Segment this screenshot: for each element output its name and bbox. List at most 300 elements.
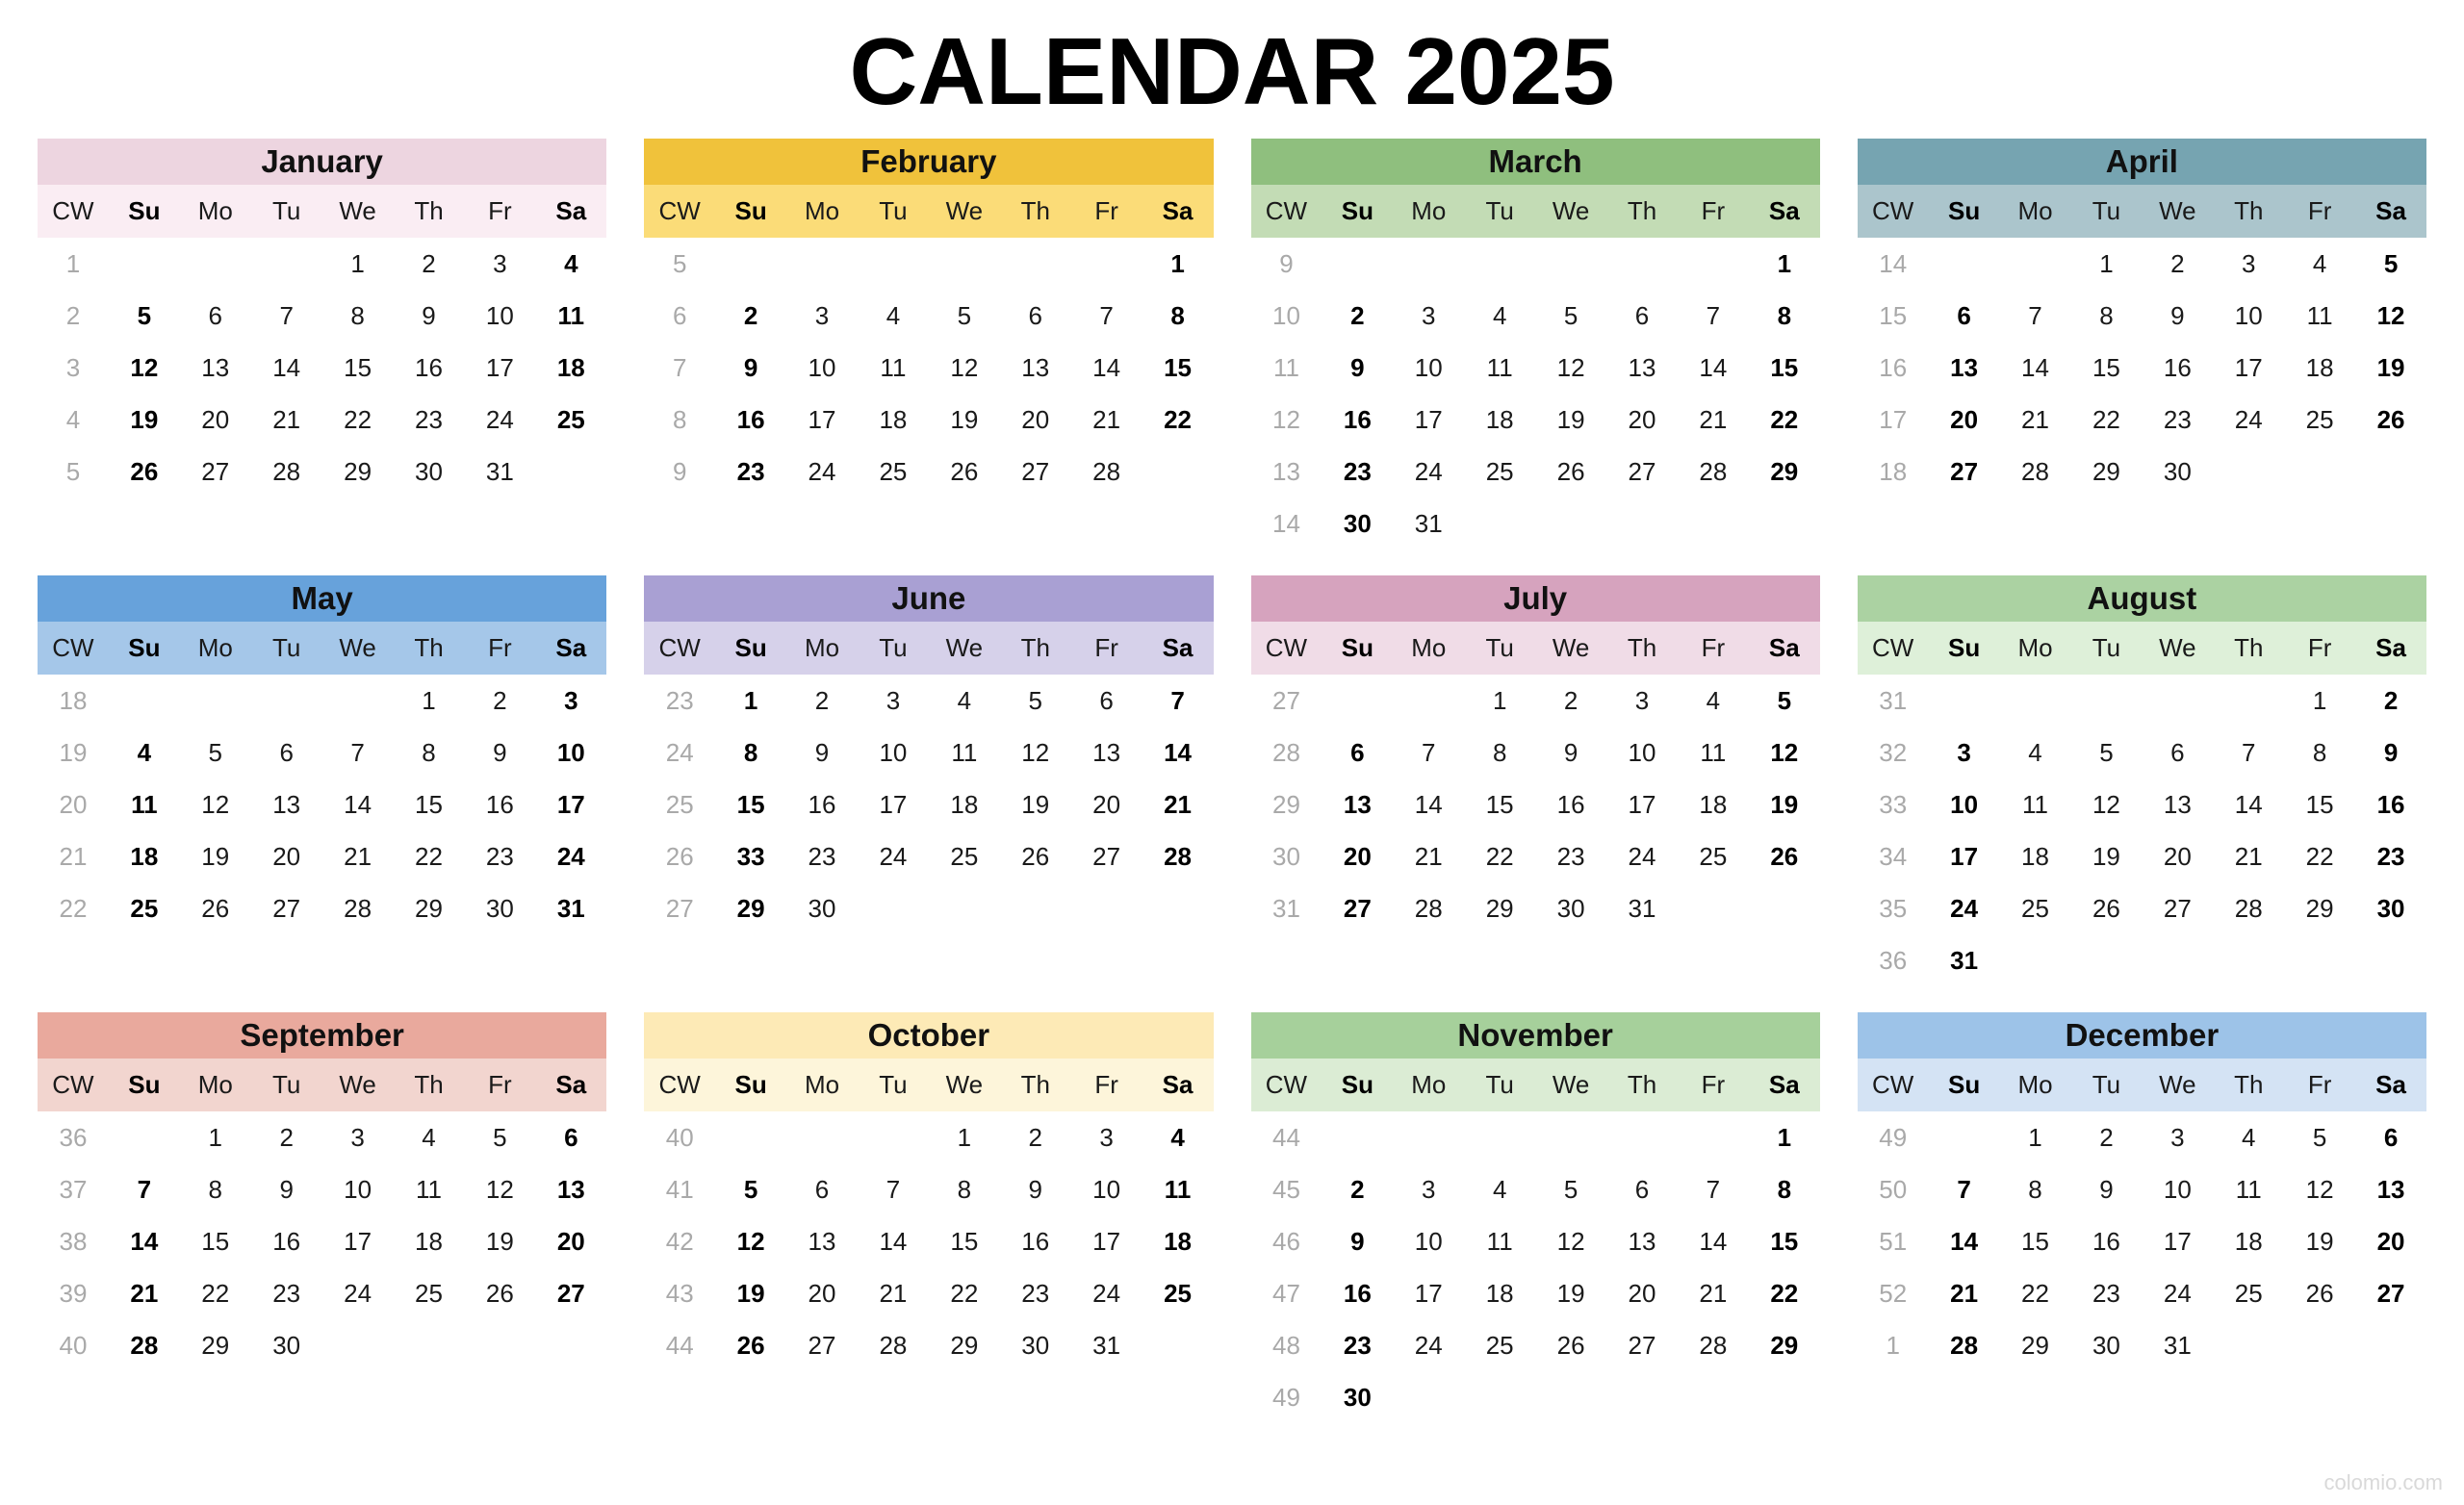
calendar-week-number: 8	[672, 404, 687, 434]
day-cell: 5	[493, 1122, 507, 1152]
day-cell: 20	[808, 1278, 836, 1308]
day-cell: 6	[1350, 737, 1365, 767]
day-cell: 8	[350, 300, 365, 330]
day-cell: 15	[1485, 789, 1514, 819]
day-cell: 11	[2306, 300, 2333, 330]
day-cell: 19	[485, 1226, 514, 1256]
calendar-week-number: 27	[1271, 685, 1300, 715]
day-cell: 4	[137, 737, 152, 767]
day-cell: 14	[879, 1226, 908, 1256]
calendar-week-number: 44	[665, 1330, 694, 1360]
day-cell: 8	[2099, 300, 2114, 330]
week-row	[1251, 238, 1820, 290]
day-cell: 3	[1099, 1122, 1114, 1152]
day-cell: 15	[736, 789, 765, 819]
day-cell: 29	[1485, 893, 1514, 923]
day-cell: 14	[344, 789, 372, 819]
day-cell: 7	[1706, 300, 1721, 330]
weekday-header-row	[644, 1059, 1213, 1111]
day-cell: 6	[814, 1174, 830, 1204]
calendar-week-number: 33	[1879, 789, 1908, 819]
day-cell: 20	[556, 1226, 585, 1256]
day-cell: 30	[2092, 1330, 2120, 1360]
day-cell: 14	[1092, 352, 1121, 382]
day-cell: 20	[1628, 1278, 1656, 1308]
day-cell: 30	[808, 893, 836, 923]
calendar-week-number: 9	[672, 456, 687, 486]
day-cell: 4	[1706, 685, 1721, 715]
week-row	[38, 882, 606, 934]
month-block-june	[644, 575, 1213, 934]
weekday-header: Fr	[1701, 633, 1726, 662]
month-title: July	[1251, 575, 1820, 622]
day-cell: 2	[2170, 248, 2185, 278]
weekday-header: Sa	[1768, 196, 1800, 225]
week-row	[1251, 882, 1820, 934]
week-row	[644, 1111, 1213, 1163]
day-cell: 12	[1021, 737, 1050, 767]
day-cell: 4	[886, 300, 901, 330]
day-cell: 14	[130, 1226, 159, 1256]
day-cell: 16	[2163, 352, 2192, 382]
day-cell: 7	[2242, 737, 2256, 767]
day-cell: 9	[814, 737, 830, 767]
day-cell: 11	[2022, 789, 2049, 819]
month-block-october	[644, 1012, 1213, 1371]
day-cell: 5	[957, 300, 972, 330]
week-row	[1251, 1163, 1820, 1215]
day-cell: 2	[2099, 1122, 2114, 1152]
day-cell: 9	[1563, 737, 1578, 767]
day-cell: 22	[950, 1278, 979, 1308]
day-cell: 2	[814, 685, 830, 715]
weekday-header: Tu	[2092, 196, 2121, 225]
day-cell: 7	[1422, 737, 1436, 767]
day-cell: 12	[130, 352, 159, 382]
day-cell: 14	[1699, 1226, 1728, 1256]
month-title: January	[38, 139, 606, 185]
month-title: May	[38, 575, 606, 622]
weekday-header: Fr	[2307, 1070, 2332, 1099]
week-row	[1858, 290, 2426, 342]
day-cell: 14	[1699, 352, 1728, 382]
day-cell: 12	[1556, 1226, 1585, 1256]
day-cell: 25	[1485, 1330, 1514, 1360]
day-cell: 24	[1950, 893, 1979, 923]
week-row	[1858, 1163, 2426, 1215]
day-cell: 26	[485, 1278, 514, 1308]
day-cell: 21	[1699, 404, 1728, 434]
months-grid	[38, 139, 2426, 1423]
day-cell: 5	[2312, 1122, 2327, 1152]
calendar-week-number: 26	[665, 841, 694, 871]
weekday-header: Su	[1341, 1070, 1373, 1099]
day-cell: 27	[1628, 1330, 1656, 1360]
month-block-july	[1251, 575, 1820, 934]
day-cell: 23	[1343, 1330, 1372, 1360]
day-cell: 5	[2383, 248, 2399, 278]
day-cell: 25	[1164, 1278, 1192, 1308]
day-cell: 27	[2163, 893, 2192, 923]
day-cell: 26	[736, 1330, 765, 1360]
day-cell: 1	[350, 248, 365, 278]
week-row	[38, 1319, 606, 1371]
calendar-week-number: 36	[1879, 945, 1908, 975]
day-cell: 16	[415, 352, 443, 382]
day-cell: 4	[1492, 300, 1507, 330]
day-cell: 21	[2021, 404, 2049, 434]
day-cell: 11	[880, 352, 907, 382]
week-row	[1858, 446, 2426, 497]
week-row	[644, 778, 1213, 830]
day-cell: 1	[2099, 248, 2114, 278]
weekday-header: Fr	[1701, 1070, 1726, 1099]
day-cell: 11	[1164, 1174, 1192, 1204]
day-cell: 29	[2092, 456, 2120, 486]
week-row	[38, 290, 606, 342]
month-block-february	[644, 139, 1213, 497]
day-cell: 13	[1092, 737, 1121, 767]
week-row	[1251, 675, 1820, 727]
day-cell: 30	[1343, 508, 1372, 538]
day-cell: 18	[1485, 404, 1514, 434]
day-cell: 19	[1556, 1278, 1585, 1308]
day-cell: 4	[1492, 1174, 1507, 1204]
weekday-header: Su	[128, 633, 161, 662]
day-cell: 27	[2376, 1278, 2405, 1308]
day-cell: 14	[2234, 789, 2263, 819]
day-cell: 11	[2235, 1174, 2262, 1204]
weekday-header-row	[644, 622, 1213, 675]
week-row	[1858, 1267, 2426, 1319]
month-title: June	[644, 575, 1213, 622]
day-cell: 11	[1700, 737, 1727, 767]
weekday-header: Th	[414, 1070, 444, 1099]
day-cell: 7	[1957, 1174, 1971, 1204]
day-cell: 25	[950, 841, 979, 871]
day-cell: 11	[951, 737, 978, 767]
calendar-week-number: 42	[665, 1226, 694, 1256]
week-row	[38, 446, 606, 497]
day-cell: 18	[415, 1226, 443, 1256]
day-cell: 13	[556, 1174, 585, 1204]
day-cell: 15	[1770, 352, 1799, 382]
calendar-week-number: 24	[665, 737, 694, 767]
week-row	[38, 778, 606, 830]
day-cell: 21	[879, 1278, 908, 1308]
day-cell: 6	[2383, 1122, 2399, 1152]
day-cell: 30	[272, 1330, 301, 1360]
day-cell: 9	[493, 737, 507, 767]
day-cell: 1	[1777, 248, 1792, 278]
week-row	[1858, 1215, 2426, 1267]
day-cell: 23	[2092, 1278, 2120, 1308]
weekday-header: Mo	[2017, 1070, 2053, 1099]
calendar-week-number: 15	[1879, 300, 1908, 330]
day-cell: 23	[415, 404, 443, 434]
day-cell: 28	[272, 456, 301, 486]
calendar-week-number: 12	[1271, 404, 1300, 434]
cw-header: CW	[658, 633, 701, 662]
day-cell: 2	[743, 300, 758, 330]
day-cell: 20	[1950, 404, 1979, 434]
weekday-header: Th	[1627, 633, 1657, 662]
day-cell: 24	[556, 841, 585, 871]
weekday-header: Fr	[1701, 196, 1726, 225]
weekday-header: Sa	[555, 196, 587, 225]
day-cell: 25	[1485, 456, 1514, 486]
day-cell: 24	[1628, 841, 1656, 871]
day-cell: 30	[1556, 893, 1585, 923]
day-cell: 22	[2305, 841, 2334, 871]
week-row	[1251, 342, 1820, 394]
weekday-header-row	[1858, 1059, 2426, 1111]
cw-header: CW	[52, 633, 94, 662]
day-cell: 31	[1950, 945, 1979, 975]
weekday-header: Su	[734, 633, 767, 662]
day-cell: 12	[1770, 737, 1799, 767]
week-row	[38, 238, 606, 290]
day-cell: 18	[1164, 1226, 1192, 1256]
calendar-week-number: 21	[59, 841, 88, 871]
calendar-week-number: 25	[665, 789, 694, 819]
weekday-header: Su	[1341, 196, 1373, 225]
weekday-header: Su	[1341, 633, 1373, 662]
day-cell: 15	[2092, 352, 2120, 382]
day-cell: 8	[1777, 1174, 1792, 1204]
day-cell: 12	[485, 1174, 514, 1204]
weekday-header: We	[2159, 1070, 2196, 1099]
day-cell: 28	[344, 893, 372, 923]
month-title: April	[1858, 139, 2426, 185]
day-cell: 1	[743, 685, 758, 715]
day-cell: 28	[1164, 841, 1192, 871]
day-cell: 28	[130, 1330, 159, 1360]
day-cell: 27	[201, 456, 230, 486]
weekday-header: Th	[1020, 633, 1050, 662]
day-cell: 6	[1634, 1174, 1650, 1204]
day-cell: 16	[1343, 1278, 1372, 1308]
day-cell: 14	[1414, 789, 1443, 819]
week-row	[1251, 1111, 1820, 1163]
calendar-week-number: 36	[59, 1122, 88, 1152]
day-cell: 20	[201, 404, 230, 434]
day-cell: 9	[1028, 1174, 1042, 1204]
day-cell: 22	[2092, 404, 2120, 434]
day-cell: 5	[1028, 685, 1042, 715]
day-cell: 6	[1957, 300, 1971, 330]
month-block-january	[38, 139, 606, 497]
day-cell: 19	[2305, 1226, 2334, 1256]
weekday-header: Tu	[271, 196, 301, 225]
day-cell: 14	[1164, 737, 1192, 767]
day-cell: 30	[2376, 893, 2405, 923]
weekday-header: We	[2159, 633, 2196, 662]
day-cell: 28	[1414, 893, 1443, 923]
month-block-march	[1251, 139, 1820, 549]
day-cell: 8	[422, 737, 436, 767]
day-cell: 3	[1422, 300, 1436, 330]
month-title: November	[1251, 1012, 1820, 1059]
day-cell: 13	[1021, 352, 1050, 382]
weekday-header: Th	[414, 633, 444, 662]
day-cell: 19	[736, 1278, 765, 1308]
day-cell: 31	[1628, 893, 1656, 923]
day-cell: 5	[2099, 737, 2114, 767]
day-cell: 2	[422, 248, 436, 278]
day-cell: 23	[2163, 404, 2192, 434]
day-cell: 24	[1092, 1278, 1121, 1308]
weekday-header: Su	[128, 1070, 161, 1099]
weekday-header: We	[1552, 196, 1590, 225]
day-cell: 21	[130, 1278, 159, 1308]
day-cell: 10	[2234, 300, 2263, 330]
calendar-week-number: 27	[665, 893, 694, 923]
day-cell: 28	[1699, 456, 1728, 486]
weekday-header: Th	[2234, 633, 2264, 662]
day-cell: 19	[2376, 352, 2405, 382]
day-cell: 21	[1950, 1278, 1979, 1308]
day-cell: 29	[1770, 1330, 1799, 1360]
week-row	[644, 290, 1213, 342]
month-block-april	[1858, 139, 2426, 497]
day-cell: 10	[1950, 789, 1979, 819]
day-cell: 4	[422, 1122, 436, 1152]
weekday-header: Su	[128, 196, 161, 225]
day-cell: 4	[2028, 737, 2042, 767]
week-row	[644, 342, 1213, 394]
week-row	[1858, 394, 2426, 446]
day-cell: 6	[1028, 300, 1042, 330]
weekday-header: Su	[1947, 633, 1981, 662]
week-row	[1251, 830, 1820, 882]
calendar-week-number: 4	[65, 404, 81, 434]
day-cell: 31	[1092, 1330, 1121, 1360]
week-row	[1251, 727, 1820, 778]
day-cell: 15	[201, 1226, 230, 1256]
day-cell: 18	[130, 841, 159, 871]
day-cell: 19	[1770, 789, 1799, 819]
calendar-week-number: 31	[1879, 685, 1908, 715]
day-cell: 12	[2092, 789, 2120, 819]
weekday-header-row	[38, 622, 606, 675]
calendar-week-number: 40	[665, 1122, 694, 1152]
day-cell: 31	[485, 456, 514, 486]
weekday-header: Sa	[1768, 633, 1800, 662]
weekday-header-row	[38, 1059, 606, 1111]
day-cell: 25	[556, 404, 585, 434]
week-row	[644, 238, 1213, 290]
week-row	[38, 1111, 606, 1163]
weekday-header: Th	[1020, 1070, 1050, 1099]
weekday-header: Fr	[1094, 1070, 1118, 1099]
day-cell: 1	[422, 685, 436, 715]
day-cell: 23	[272, 1278, 301, 1308]
day-cell: 7	[1099, 300, 1114, 330]
calendar-week-number: 2	[65, 300, 81, 330]
day-cell: 4	[1170, 1122, 1185, 1152]
weekday-header-row	[644, 185, 1213, 238]
month-block-september	[38, 1012, 606, 1371]
calendar-week-number: 11	[1272, 352, 1299, 382]
day-cell: 22	[344, 404, 372, 434]
weekday-header: Mo	[804, 633, 840, 662]
day-cell: 14	[272, 352, 301, 382]
day-cell: 2	[279, 1122, 294, 1152]
calendar-week-number: 52	[1879, 1278, 1908, 1308]
day-cell: 8	[2312, 737, 2327, 767]
day-cell: 2	[1563, 685, 1578, 715]
day-cell: 4	[2312, 248, 2327, 278]
day-cell: 7	[1170, 685, 1185, 715]
calendar-week-number: 43	[665, 1278, 694, 1308]
calendar-week-number: 14	[1879, 248, 1908, 278]
day-cell: 1	[1170, 248, 1185, 278]
calendar-week-number: 32	[1879, 737, 1908, 767]
day-cell: 28	[1092, 456, 1121, 486]
weekday-header: We	[945, 1070, 984, 1099]
calendar-week-number: 1	[65, 248, 81, 278]
calendar-week-number: 9	[1279, 248, 1294, 278]
weekday-header: Su	[1947, 1070, 1981, 1099]
day-cell: 2	[493, 685, 507, 715]
weekday-header: Mo	[197, 196, 233, 225]
day-cell: 16	[1021, 1226, 1050, 1256]
week-row	[38, 1267, 606, 1319]
weekday-header: Sa	[1162, 633, 1194, 662]
day-cell: 15	[1164, 352, 1192, 382]
day-cell: 10	[1414, 352, 1443, 382]
day-cell: 8	[1492, 737, 1507, 767]
day-cell: 31	[556, 893, 585, 923]
day-cell: 26	[130, 456, 159, 486]
day-cell: 11	[415, 1174, 442, 1204]
weekday-header: We	[1552, 1070, 1590, 1099]
weekday-header: Mo	[197, 1070, 233, 1099]
calendar-week-number: 44	[1271, 1122, 1300, 1152]
day-cell: 11	[557, 300, 585, 330]
day-cell: 21	[272, 404, 301, 434]
cw-header: CW	[658, 1070, 701, 1099]
day-cell: 26	[950, 456, 979, 486]
week-row	[1251, 1215, 1820, 1267]
cw-header: CW	[1872, 196, 1914, 225]
day-cell: 25	[2234, 1278, 2263, 1308]
calendar-week-number: 28	[1271, 737, 1300, 767]
weekday-header: Su	[1947, 196, 1981, 225]
day-cell: 6	[208, 300, 222, 330]
day-cell: 17	[1950, 841, 1979, 871]
day-cell: 12	[201, 789, 230, 819]
day-cell: 10	[1628, 737, 1656, 767]
calendar-week-number: 1	[1886, 1330, 1900, 1360]
week-row	[1858, 1319, 2426, 1371]
weekday-header: We	[339, 1070, 376, 1099]
day-cell: 11	[131, 789, 158, 819]
weekday-header: Fr	[488, 1070, 512, 1099]
weekday-header: Sa	[555, 1070, 587, 1099]
day-cell: 13	[1628, 1226, 1656, 1256]
day-cell: 20	[1092, 789, 1121, 819]
week-row	[644, 1163, 1213, 1215]
weekday-header: Tu	[879, 633, 908, 662]
day-cell: 19	[1021, 789, 1050, 819]
day-cell: 17	[1414, 1278, 1443, 1308]
day-cell: 18	[556, 352, 585, 382]
calendar-week-number: 14	[1271, 508, 1300, 538]
day-cell: 30	[485, 893, 514, 923]
day-cell: 20	[1343, 841, 1372, 871]
